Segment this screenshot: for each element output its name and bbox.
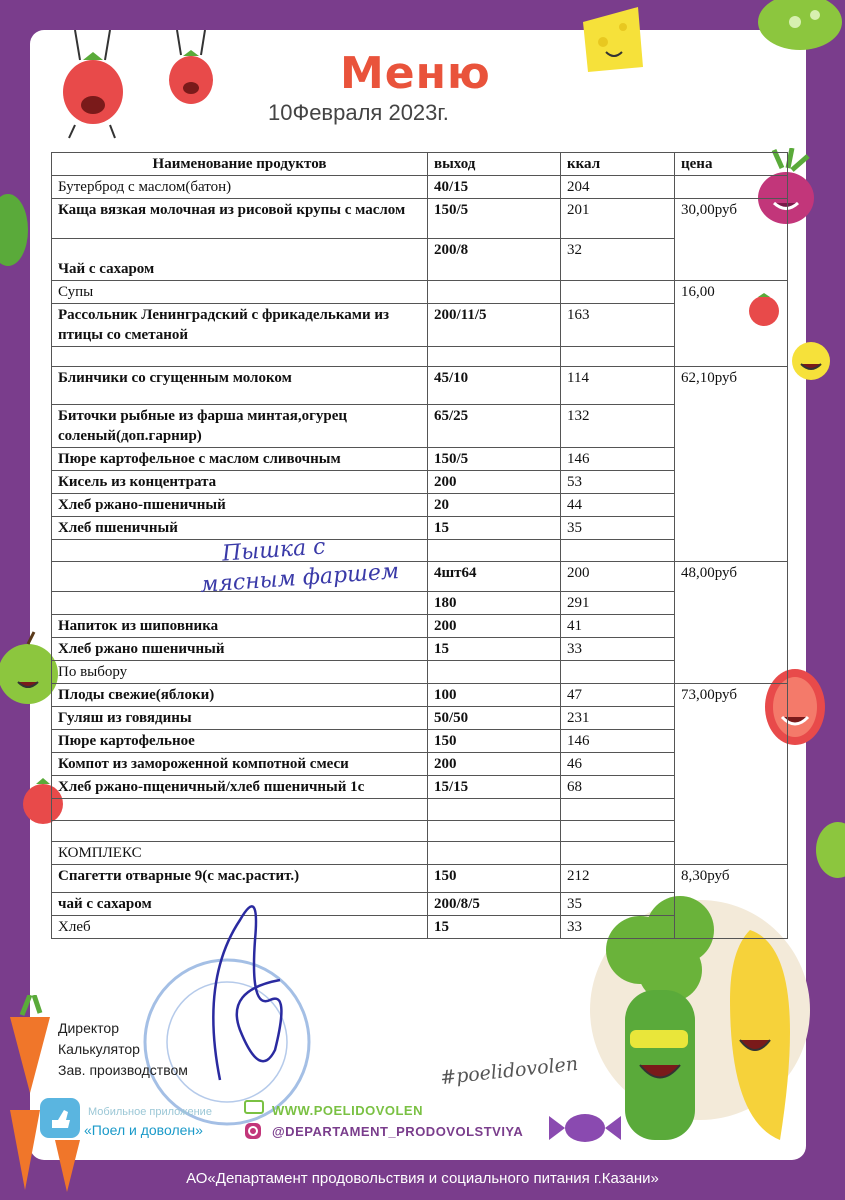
- candy-icon: [545, 1108, 625, 1148]
- app-logo-icon: [40, 1098, 80, 1138]
- signature-block: [58, 1018, 188, 1081]
- portion-cell: 200: [428, 471, 561, 494]
- portion-cell: [428, 821, 561, 842]
- table-row: [52, 562, 788, 592]
- portion-cell: [428, 842, 561, 865]
- handwritten-note: мясным фаршем: [199, 559, 400, 598]
- kcal-cell: 33: [561, 916, 675, 939]
- table-row: [52, 281, 788, 304]
- portion-cell: 45/10: [428, 367, 561, 405]
- product-name-cell: Гуляш из говядины: [52, 707, 428, 730]
- product-name-cell: КОМПЛЕКС: [52, 842, 428, 865]
- portion-cell: 200: [428, 753, 561, 776]
- portion-cell: 65/25: [428, 405, 561, 448]
- kcal-cell: [561, 540, 675, 562]
- kcal-cell: 114: [561, 367, 675, 405]
- page-title: Меню: [340, 48, 491, 99]
- portion-cell: 200/8: [428, 239, 561, 281]
- portion-cell: 15/15: [428, 776, 561, 799]
- product-name-cell: Кисель из концентрата: [52, 471, 428, 494]
- kcal-cell: 163: [561, 304, 675, 347]
- portion-cell: [428, 281, 561, 304]
- instagram-link[interactable]: @DEPARTAMENT_PRODOVOLSTVIYA: [272, 1124, 524, 1139]
- portion-cell: 100: [428, 684, 561, 707]
- menu-table-body: [52, 176, 788, 939]
- product-name-cell: Компот из замороженной компотной смеси: [52, 753, 428, 776]
- kcal-cell: 53: [561, 471, 675, 494]
- product-name-cell: Чай с сахаром: [52, 239, 428, 281]
- signature-role: Директор: [58, 1020, 119, 1036]
- kcal-cell: 41: [561, 615, 675, 638]
- signature-role: Зав. производством: [58, 1062, 188, 1078]
- web-icon: [244, 1100, 264, 1116]
- kcal-cell: [561, 821, 675, 842]
- product-name-cell: Хлеб: [52, 916, 428, 939]
- column-header: Наименование продуктов: [52, 153, 428, 176]
- price-cell: [675, 176, 788, 199]
- table-row: [52, 865, 788, 893]
- portion-cell: 150: [428, 730, 561, 753]
- product-name-cell: чай с сахаром: [52, 893, 428, 916]
- column-header: выход: [428, 153, 561, 176]
- signature-icon: [180, 880, 300, 1090]
- column-header: цена: [675, 153, 788, 176]
- table-header-row: [52, 153, 788, 176]
- table-row: [52, 199, 788, 239]
- portion-cell: [428, 347, 561, 367]
- portion-cell: 15: [428, 517, 561, 540]
- kcal-cell: 212: [561, 865, 675, 893]
- product-name-cell: [52, 799, 428, 821]
- leaf-icon: [0, 190, 30, 270]
- tomato-character-icon: [55, 30, 135, 140]
- portion-cell: 200/11/5: [428, 304, 561, 347]
- kcal-cell: 47: [561, 684, 675, 707]
- carrot-character-icon: [0, 995, 60, 1095]
- portion-cell: 150/5: [428, 448, 561, 471]
- product-name-cell: Бутерброд с маслом(батон): [52, 176, 428, 199]
- footer-organization: АО«Департамент продовольствия и социального питания г.Казани»: [186, 1170, 659, 1187]
- kcal-cell: 35: [561, 517, 675, 540]
- portion-cell: 180: [428, 592, 561, 615]
- product-name-cell: Напиток из шиповника: [52, 615, 428, 638]
- app-name: «Поел и доволен»: [84, 1122, 203, 1138]
- cheese-character-icon: [578, 2, 648, 77]
- hashtag: #poelidovolen: [439, 1052, 580, 1090]
- smiley-icon: [790, 340, 832, 382]
- portion-cell: 15: [428, 916, 561, 939]
- kcal-cell: 44: [561, 494, 675, 517]
- product-name-cell: Хлеб пшеничный: [52, 517, 428, 540]
- price-cell: 16,00: [675, 281, 788, 367]
- column-header: ккал: [561, 153, 675, 176]
- product-name-cell: Рассольник Ленинградский с фрикадельками из птицы со сметаной: [52, 304, 428, 347]
- product-name-cell: Хлеб ржано пшеничный: [52, 638, 428, 661]
- kcal-cell: 32: [561, 239, 675, 281]
- portion-cell: 200: [428, 615, 561, 638]
- kcal-cell: [561, 842, 675, 865]
- price-cell: 30,00руб: [675, 199, 788, 281]
- portion-cell: 15: [428, 638, 561, 661]
- product-name-cell: Каща вязкая молочная из рисовой крупы с маслом: [52, 199, 428, 239]
- portion-cell: 150: [428, 865, 561, 893]
- signature-role: Калькулятор: [58, 1041, 140, 1057]
- cucumber-icon: [750, 0, 845, 60]
- instagram-icon: [244, 1122, 262, 1140]
- product-name-cell: По выбору: [52, 661, 428, 684]
- kcal-cell: 204: [561, 176, 675, 199]
- website-link[interactable]: WWW.POELIDOVOLEN: [272, 1103, 423, 1118]
- kcal-cell: 291: [561, 592, 675, 615]
- kcal-cell: [561, 661, 675, 684]
- kcal-cell: [561, 799, 675, 821]
- kcal-cell: 35: [561, 893, 675, 916]
- price-cell: 8,30руб: [675, 865, 788, 939]
- kcal-cell: [561, 347, 675, 367]
- product-name-cell: Хлеб ржано-пщеничный/хлеб пшеничный 1с: [52, 776, 428, 799]
- menu-table: [51, 152, 788, 939]
- price-cell: 62,10руб: [675, 367, 788, 562]
- product-name-cell: Плоды свежие(яблоки): [52, 684, 428, 707]
- handwritten-note: Пышка с: [221, 534, 327, 567]
- table-row: [52, 367, 788, 405]
- kcal-cell: 201: [561, 199, 675, 239]
- kcal-cell: 68: [561, 776, 675, 799]
- product-name-cell: Хлеб ржано-пшеничный: [52, 494, 428, 517]
- product-name-cell: [52, 821, 428, 842]
- portion-cell: 20: [428, 494, 561, 517]
- kcal-cell: 33: [561, 638, 675, 661]
- portion-cell: [428, 799, 561, 821]
- kcal-cell: 200: [561, 562, 675, 592]
- kcal-cell: [561, 281, 675, 304]
- product-name-cell: [52, 347, 428, 367]
- table-row: [52, 176, 788, 199]
- kcal-cell: 146: [561, 730, 675, 753]
- product-name-cell: Блинчики со сгущенным молоком: [52, 367, 428, 405]
- kcal-cell: 146: [561, 448, 675, 471]
- portion-cell: 4шт64: [428, 562, 561, 592]
- portion-cell: 200/8/5: [428, 893, 561, 916]
- price-cell: 48,00руб: [675, 562, 788, 684]
- product-name-cell: Пюре картофельное: [52, 730, 428, 753]
- kcal-cell: 132: [561, 405, 675, 448]
- product-name-cell: Спагетти отварные 9(с мас.растит.): [52, 865, 428, 893]
- tomato-character-icon: [165, 30, 220, 120]
- menu-date: 10Февраля 2023г.: [268, 100, 449, 125]
- portion-cell: 150/5: [428, 199, 561, 239]
- portion-cell: 50/50: [428, 707, 561, 730]
- product-name-cell: Супы: [52, 281, 428, 304]
- portion-cell: [428, 661, 561, 684]
- kcal-cell: 231: [561, 707, 675, 730]
- portion-cell: [428, 540, 561, 562]
- product-name-cell: Биточки рыбные из фарша минтая,огурец соленый(доп.гарнир): [52, 405, 428, 448]
- app-label: Мобильное приложение: [88, 1106, 212, 1118]
- table-row: [52, 684, 788, 707]
- leaf-icon: [808, 820, 845, 880]
- price-cell: 73,00руб: [675, 684, 788, 865]
- kcal-cell: 46: [561, 753, 675, 776]
- product-name-cell: Пюре картофельное с маслом сливочным: [52, 448, 428, 471]
- portion-cell: 40/15: [428, 176, 561, 199]
